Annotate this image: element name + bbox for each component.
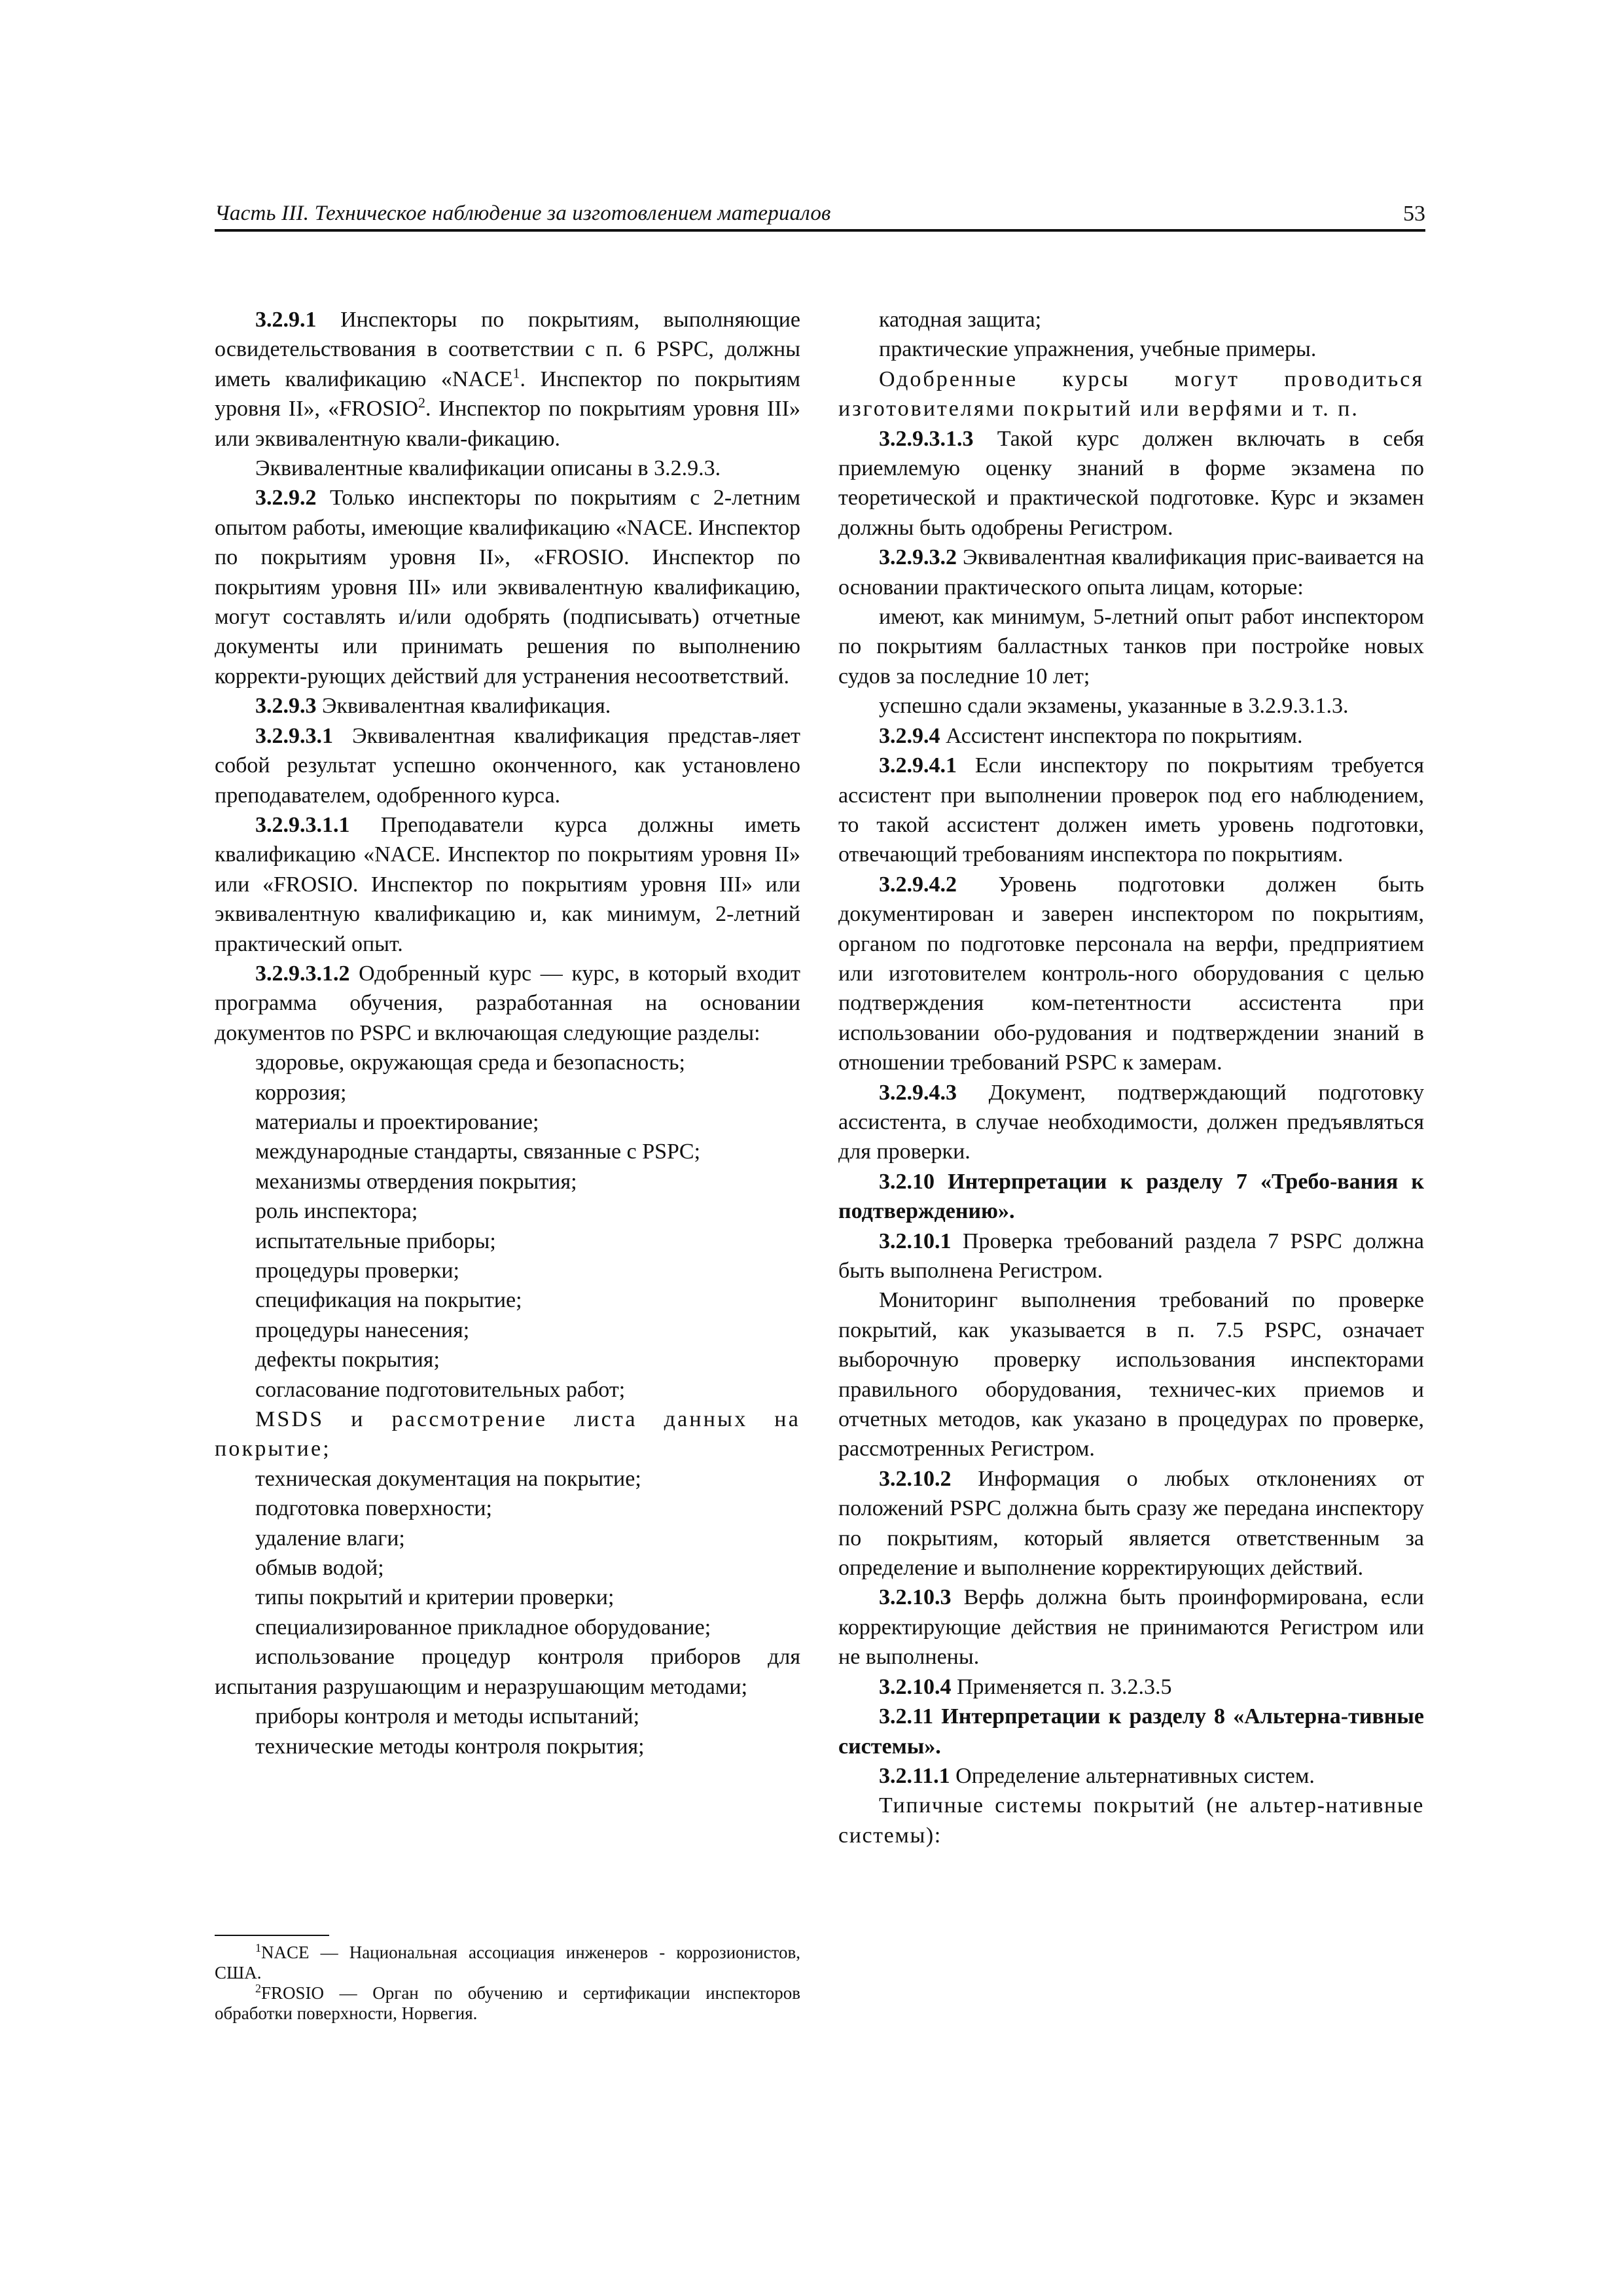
list-item: типы покрытий и критерии проверки; — [255, 1585, 615, 1610]
footnote-ref-1: 1 — [512, 365, 520, 382]
list-item: коррозия; — [255, 1080, 347, 1105]
paragraph-3-2-10-4: 3.2.10.4 Применяется п. 3.2.3.5 — [879, 1674, 1172, 1699]
paragraph-3-2-9-4: 3.2.9.4 Ассистент инспектора по покрытиям. — [879, 723, 1303, 748]
list-item: удаление влаги; — [255, 1526, 405, 1551]
running-header — [215, 196, 1425, 230]
list-item: техническая документация на покрытие; — [255, 1466, 641, 1491]
paragraph-approved-courses: Одобренные курсы могут проводиться изготовителями покрытий или верфями и т. п. — [838, 367, 1424, 422]
paragraph-equivalent-note: Эквивалентные квалификации описаны в 3.2.9.3. — [255, 456, 721, 481]
paragraph-3-2-10-1: 3.2.10.1 Проверка требований раздела 7 PSPC должна быть выполнена Регистром. — [838, 1229, 1424, 1283]
list-item: процедуры нанесения; — [255, 1318, 470, 1342]
paragraph-3-2-10-2: 3.2.10.2 Информация о любых отклонениях от положений PSPC должна быть сразу же передана инспектору по покрытиям, который является ответственным за определение и выполнение корректирующих действий. — [838, 1466, 1424, 1581]
paragraph-experience: имеют, как минимум, 5-летний опыт работ инспектором по покрытиям балластных танков при постройке новых судов за последние 10 лет; — [838, 605, 1424, 689]
list-item: согласование подготовительных работ; — [255, 1377, 626, 1402]
paragraph-3-2-9-2: 3.2.9.2 Только инспекторы по покрытиям с 2-летним опытом работы, имеющие квалификацию «NACE. Инспектор по покрытиям уровня II», «FROSIO. Инспектор по покрытиям уровня III» или эквивалентную квалификацию, могут составлять и/или одобрять (подписывать) отчетные документы или принимать решения по выполнению корректи-рующих действий для устранения несоответствий. — [215, 486, 800, 689]
list-item: подготовка поверхности; — [255, 1496, 492, 1521]
list-item: международные стандарты, связанные с PSPC; — [255, 1139, 701, 1164]
course-topics-list — [215, 1048, 800, 1761]
page-number: 53 — [1403, 202, 1425, 226]
list-item: MSDS и рассмотрение листа данных на покрытие; — [215, 1407, 800, 1462]
paragraph-monitoring: Мониторинг выполнения требований по проверке покрытий, как указывается в п. 7.5 PSPC, означает выборочную проверку использования инспекторами правильного оборудования, техничес-ких приемов и отчетных методов, как указано в процедурах по проверке, рассмотренных Регистром. — [838, 1288, 1424, 1462]
footnote-2: $^2$FROSIO — Орган по обучению и сертификации инспекторов обработки поверхности, Норвегия. — [215, 1982, 800, 2023]
list-item: специализированное прикладное оборудование; — [255, 1615, 711, 1640]
paragraph-3-2-9-3-1-2: 3.2.9.3.1.2 Одобренный курс — курс, в который входит программа обучения, разработанная на основании документов по PSPC и включающая следующие разделы: — [215, 961, 800, 1045]
footnote-1: $^1$NACE — Национальная ассоциация инженеров - коррозионистов, США. — [215, 1941, 800, 1982]
list-item: механизмы отвердения покрытия; — [255, 1169, 577, 1194]
paragraph-3-2-9-1: 3.2.9.1 Инспекторы по покрытиям, выполняющие освидетельствования в соответствии с п. 6 PSPC, должны иметь квалификацию «NACE$^1$. Инспектор по покрытиям уровня II», «FROSIO$^2$. Инспектор по покрытиям уровня III» или эквивалентную квали-фикацию. — [215, 308, 800, 451]
paragraph-3-2-9-3-1: 3.2.9.3.1 Эквивалентная квалификация представ-ляет собой результат успешно оконченного, как установлено преподавателем, одобренного курса. — [215, 723, 800, 808]
paragraph-3-2-9-4-1: 3.2.9.4.1 Если инспектору по покрытиям требуется ассистент при выполнении проверок под его наблюдением, то такой ассистент должен иметь уровень подготовки, отвечающий требованиям инспектора по покрытиям. — [838, 753, 1424, 867]
paragraph-exams: успешно сдали экзамены, указанные в 3.2.9.3.1.3. — [879, 694, 1349, 719]
list-item: спецификация на покрытие; — [255, 1288, 522, 1313]
footnote-ref-2: 2 — [418, 394, 425, 411]
paragraph-3-2-9-3-2: 3.2.9.3.2 Эквивалентная квалификация прис-ваивается на основании практического опыта лицам, которые: — [838, 545, 1424, 600]
list-item: дефекты покрытия; — [255, 1348, 440, 1372]
list-item: материалы и проектирование; — [255, 1109, 539, 1134]
list-item: процедуры проверки; — [255, 1259, 459, 1283]
header-title: Часть III. Техническое наблюдение за изготовлением материалов — [215, 202, 831, 225]
paragraph-3-2-9-4-2: 3.2.9.4.2 Уровень подготовки должен быть документирован и заверен инспектором по покрытиям, органом по подготовке персонала на верфи, предприятием или изготовителем контроль-ного оборудования с целью подтверждения ком-петентности ассистента при использовании обо-рудования и подтверждении знаний в отношении требований PSPC к замерам. — [838, 872, 1424, 1075]
list-item: приборы контроля и методы испытаний; — [255, 1704, 640, 1729]
left-column — [215, 305, 800, 1761]
section-heading-3-2-11: 3.2.11 Интерпретации к разделу 8 «Альтерна-тивные системы». — [838, 1704, 1424, 1759]
list-item: здоровье, окружающая среда и безопасность; — [255, 1050, 686, 1075]
footnote-rule — [215, 1935, 329, 1936]
list-item: испытательные приборы; — [255, 1229, 496, 1253]
header-rule — [215, 229, 1425, 232]
paragraph-typical-systems: Типичные системы покрытий (не альтер-нативные системы): — [838, 1793, 1424, 1848]
list-item: катодная защита; — [879, 308, 1042, 332]
paragraph-3-2-10-3: 3.2.10.3 Верфь должна быть проинформирована, если корректирующие действия не принимаются Регистром или не выполнены. — [838, 1585, 1424, 1670]
section-heading-3-2-10: 3.2.10 Интерпретации к разделу 7 «Требо-вания к подтверждению». — [838, 1169, 1424, 1224]
paragraph-3-2-9-3: 3.2.9.3 Эквивалентная квалификация. — [255, 694, 611, 719]
footnotes — [215, 1935, 800, 2024]
list-item: роль инспектора; — [255, 1199, 418, 1224]
paragraph-3-2-11-1: 3.2.11.1 Определение альтернативных систем. — [879, 1763, 1315, 1788]
right-column — [838, 305, 1424, 1850]
paragraph-3-2-9-4-3: 3.2.9.4.3 Документ, подтверждающий подготовку ассистента, в случае необходимости, должен предъявляться для проверки. — [838, 1080, 1424, 1164]
paragraph-3-2-9-3-1-3: 3.2.9.3.1.3 Такой курс должен включать в себя приемлемую оценку знаний в форме экзамена по теоретической и практической подготовке. Курс и экзамен должны быть одобрены Регистром. — [838, 426, 1424, 540]
list-item: обмыв водой; — [255, 1556, 384, 1581]
list-item: технические методы контроля покрытия; — [255, 1734, 645, 1759]
list-item: использование процедур контроля приборов для испытания разрушающим и неразрушающим методами; — [215, 1645, 800, 1699]
list-item: практические упражнения, учебные примеры. — [879, 337, 1317, 362]
paragraph-3-2-9-3-1-1: 3.2.9.3.1.1 Преподаватели курса должны иметь квалификацию «NACE. Инспектор по покрытиям уровня II» или «FROSIO. Инспектор по покрытиям уровня III» или эквивалентную квалификацию и, как минимум, 2-летний практический опыт. — [215, 812, 800, 956]
